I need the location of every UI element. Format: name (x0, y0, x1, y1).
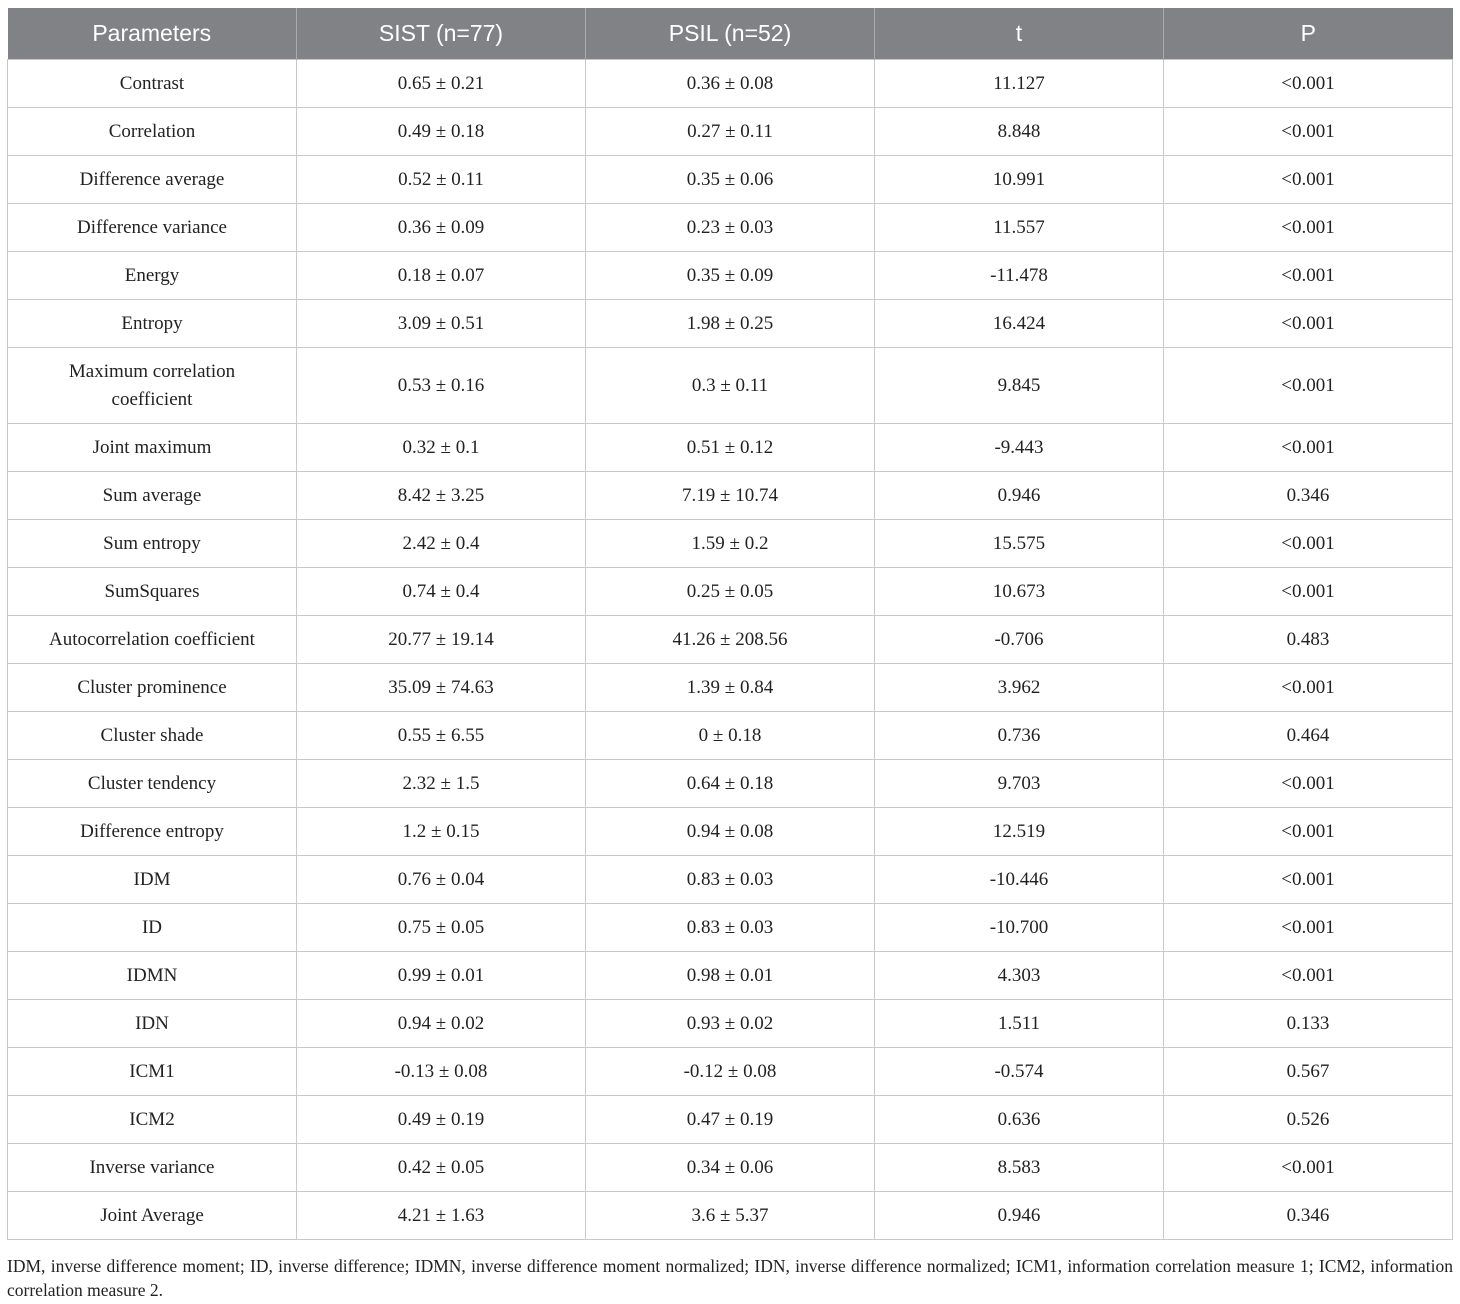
cell-parameter: Cluster tendency (8, 760, 297, 808)
cell-t: 0.736 (875, 712, 1164, 760)
cell-sist: 20.77 ± 19.14 (297, 616, 586, 664)
table-row (8, 424, 1453, 472)
cell-sist: 0.52 ± 0.11 (297, 156, 586, 204)
cell-psil: 0.3 ± 0.11 (586, 348, 875, 424)
table-footnote: IDM, inverse difference moment; ID, inverse difference; IDMN, inverse difference moment normalized; IDN, inverse difference normalized; ICM1, information correlation measure 1; ICM2, information correlation measure 2. (7, 1256, 1453, 1300)
cell-parameter: Correlation (8, 108, 297, 156)
cell-psil: 1.59 ± 0.2 (586, 520, 875, 568)
cell-sist: 8.42 ± 3.25 (297, 472, 586, 520)
cell-sist: 4.21 ± 1.63 (297, 1192, 586, 1240)
header-sist: SIST (n=77) (297, 8, 586, 60)
cell-p: <0.001 (1164, 568, 1453, 616)
cell-p: <0.001 (1164, 904, 1453, 952)
cell-parameter: Entropy (8, 300, 297, 348)
cell-p: <0.001 (1164, 204, 1453, 252)
cell-psil: 0.34 ± 0.06 (586, 1144, 875, 1192)
cell-sist: 0.18 ± 0.07 (297, 252, 586, 300)
table-row (8, 664, 1453, 712)
cell-psil: 0.27 ± 0.11 (586, 108, 875, 156)
cell-parameter: Autocorrelation coefficient (8, 616, 297, 664)
cell-p: <0.001 (1164, 108, 1453, 156)
cell-t: -0.574 (875, 1048, 1164, 1096)
cell-t: 3.962 (875, 664, 1164, 712)
cell-t: 9.845 (875, 348, 1164, 424)
cell-parameter: IDN (8, 1000, 297, 1048)
cell-psil: 41.26 ± 208.56 (586, 616, 875, 664)
cell-t: 12.519 (875, 808, 1164, 856)
header-parameters: Parameters (8, 8, 297, 60)
cell-psil: 0.94 ± 0.08 (586, 808, 875, 856)
table-row (8, 1048, 1453, 1096)
data-table-container (7, 8, 1453, 1240)
cell-sist: 0.75 ± 0.05 (297, 904, 586, 952)
cell-parameter: IDMN (8, 952, 297, 1000)
table-row (8, 472, 1453, 520)
cell-t: 10.991 (875, 156, 1164, 204)
cell-p: 0.346 (1164, 1192, 1453, 1240)
cell-psil: 0.64 ± 0.18 (586, 760, 875, 808)
cell-p: <0.001 (1164, 300, 1453, 348)
cell-parameter: Contrast (8, 60, 297, 108)
cell-p: 0.133 (1164, 1000, 1453, 1048)
cell-psil: 7.19 ± 10.74 (586, 472, 875, 520)
cell-p: 0.464 (1164, 712, 1453, 760)
cell-parameter: Sum average (8, 472, 297, 520)
texture-parameters-table (7, 8, 1453, 1240)
table-row (8, 952, 1453, 1000)
table-row (8, 204, 1453, 252)
cell-sist: 0.49 ± 0.18 (297, 108, 586, 156)
cell-sist: 3.09 ± 0.51 (297, 300, 586, 348)
cell-psil: 0.51 ± 0.12 (586, 424, 875, 472)
table-row (8, 252, 1453, 300)
cell-psil: 1.39 ± 0.84 (586, 664, 875, 712)
cell-p: <0.001 (1164, 664, 1453, 712)
table-row (8, 348, 1453, 424)
cell-parameter: IDM (8, 856, 297, 904)
table-row (8, 1096, 1453, 1144)
cell-sist: 0.36 ± 0.09 (297, 204, 586, 252)
cell-parameter: Maximum correlation coefficient (8, 348, 297, 424)
cell-t: 11.127 (875, 60, 1164, 108)
cell-parameter: Joint Average (8, 1192, 297, 1240)
cell-sist: 0.74 ± 0.4 (297, 568, 586, 616)
cell-parameter: ICM1 (8, 1048, 297, 1096)
cell-psil: 0.36 ± 0.08 (586, 60, 875, 108)
cell-t: -0.706 (875, 616, 1164, 664)
cell-p: <0.001 (1164, 424, 1453, 472)
cell-sist: 0.99 ± 0.01 (297, 952, 586, 1000)
table-row (8, 856, 1453, 904)
cell-p: <0.001 (1164, 60, 1453, 108)
table-row (8, 760, 1453, 808)
cell-parameter: Inverse variance (8, 1144, 297, 1192)
cell-p: <0.001 (1164, 156, 1453, 204)
table-header (8, 8, 1453, 60)
cell-sist: 0.76 ± 0.04 (297, 856, 586, 904)
header-psil: PSIL (n=52) (586, 8, 875, 60)
cell-psil: 0.25 ± 0.05 (586, 568, 875, 616)
cell-p: <0.001 (1164, 348, 1453, 424)
cell-parameter: Difference entropy (8, 808, 297, 856)
cell-psil: 1.98 ± 0.25 (586, 300, 875, 348)
cell-sist: 0.94 ± 0.02 (297, 1000, 586, 1048)
cell-t: -11.478 (875, 252, 1164, 300)
cell-psil: 0.35 ± 0.06 (586, 156, 875, 204)
table-row (8, 1000, 1453, 1048)
cell-psil: 0.23 ± 0.03 (586, 204, 875, 252)
table-row (8, 568, 1453, 616)
header-row (8, 8, 1453, 60)
cell-t: 4.303 (875, 952, 1164, 1000)
cell-parameter: Difference variance (8, 204, 297, 252)
cell-psil: 3.6 ± 5.37 (586, 1192, 875, 1240)
table-row (8, 300, 1453, 348)
cell-p: <0.001 (1164, 856, 1453, 904)
cell-sist: 0.55 ± 6.55 (297, 712, 586, 760)
cell-p: <0.001 (1164, 952, 1453, 1000)
cell-sist: 1.2 ± 0.15 (297, 808, 586, 856)
cell-t: -9.443 (875, 424, 1164, 472)
cell-sist: 2.42 ± 0.4 (297, 520, 586, 568)
cell-parameter: ID (8, 904, 297, 952)
cell-t: 0.946 (875, 1192, 1164, 1240)
table-row (8, 712, 1453, 760)
cell-psil: 0.93 ± 0.02 (586, 1000, 875, 1048)
cell-psil: 0 ± 0.18 (586, 712, 875, 760)
cell-sist: 0.65 ± 0.21 (297, 60, 586, 108)
cell-parameter: Cluster prominence (8, 664, 297, 712)
cell-p: 0.483 (1164, 616, 1453, 664)
cell-parameter: Joint maximum (8, 424, 297, 472)
table-row (8, 616, 1453, 664)
cell-psil: 0.98 ± 0.01 (586, 952, 875, 1000)
header-t: t (875, 8, 1164, 60)
cell-t: 10.673 (875, 568, 1164, 616)
cell-sist: 0.49 ± 0.19 (297, 1096, 586, 1144)
header-p: P (1164, 8, 1453, 60)
cell-t: 8.583 (875, 1144, 1164, 1192)
cell-parameter: Difference average (8, 156, 297, 204)
cell-p: 0.346 (1164, 472, 1453, 520)
table-row (8, 1144, 1453, 1192)
cell-t: 15.575 (875, 520, 1164, 568)
cell-p: <0.001 (1164, 808, 1453, 856)
cell-parameter: SumSquares (8, 568, 297, 616)
cell-sist: 2.32 ± 1.5 (297, 760, 586, 808)
table-row (8, 808, 1453, 856)
cell-p: 0.526 (1164, 1096, 1453, 1144)
cell-t: 0.636 (875, 1096, 1164, 1144)
cell-t: 8.848 (875, 108, 1164, 156)
cell-psil: 0.83 ± 0.03 (586, 904, 875, 952)
cell-parameter: Energy (8, 252, 297, 300)
cell-psil: 0.35 ± 0.09 (586, 252, 875, 300)
cell-psil: 0.47 ± 0.19 (586, 1096, 875, 1144)
cell-parameter: ICM2 (8, 1096, 297, 1144)
cell-sist: 0.53 ± 0.16 (297, 348, 586, 424)
cell-psil: 0.83 ± 0.03 (586, 856, 875, 904)
table-row (8, 156, 1453, 204)
cell-t: 9.703 (875, 760, 1164, 808)
cell-p: 0.567 (1164, 1048, 1453, 1096)
cell-p: <0.001 (1164, 252, 1453, 300)
table-body (8, 60, 1453, 1240)
cell-sist: 0.42 ± 0.05 (297, 1144, 586, 1192)
table-row (8, 904, 1453, 952)
cell-psil: -0.12 ± 0.08 (586, 1048, 875, 1096)
cell-sist: -0.13 ± 0.08 (297, 1048, 586, 1096)
table-row (8, 108, 1453, 156)
cell-t: -10.446 (875, 856, 1164, 904)
cell-t: 1.511 (875, 1000, 1164, 1048)
cell-parameter: Sum entropy (8, 520, 297, 568)
table-row (8, 520, 1453, 568)
cell-t: 16.424 (875, 300, 1164, 348)
table-row (8, 1192, 1453, 1240)
cell-p: <0.001 (1164, 520, 1453, 568)
cell-sist: 35.09 ± 74.63 (297, 664, 586, 712)
cell-t: -10.700 (875, 904, 1164, 952)
table-row (8, 60, 1453, 108)
cell-p: <0.001 (1164, 760, 1453, 808)
cell-parameter: Cluster shade (8, 712, 297, 760)
cell-t: 0.946 (875, 472, 1164, 520)
cell-t: 11.557 (875, 204, 1164, 252)
cell-p: <0.001 (1164, 1144, 1453, 1192)
cell-sist: 0.32 ± 0.1 (297, 424, 586, 472)
